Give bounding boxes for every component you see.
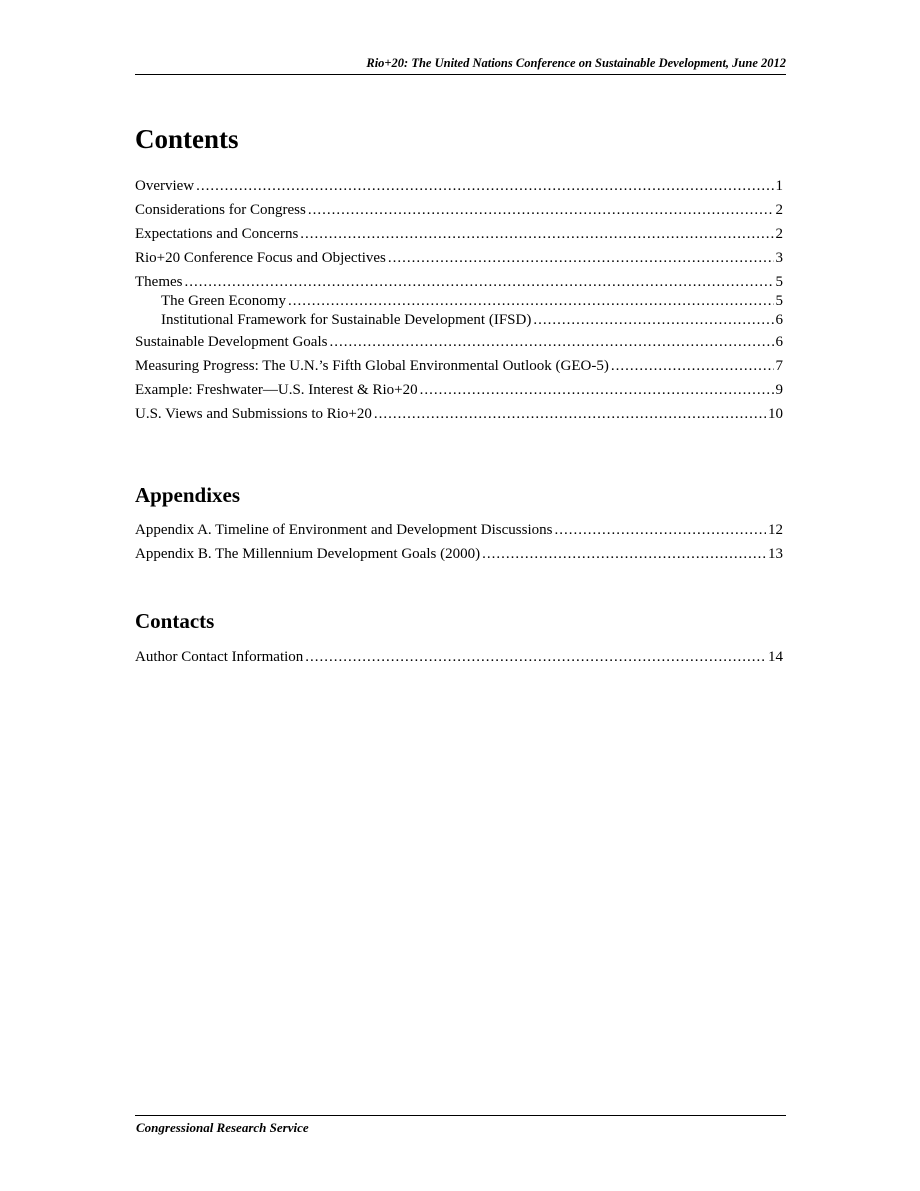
toc-dot-leader [329,333,773,352]
running-header: Rio+20: The United Nations Conference on Sustainable Development, June 2012 [135,56,786,75]
toc-dot-leader [388,249,774,268]
toc-entry-geo5[interactable] [135,357,783,376]
toc-dot-leader [288,292,774,311]
toc-dot-leader [305,648,766,667]
appendixes-heading: Appendixes [135,483,241,507]
contents-heading: Contents [135,124,239,154]
toc-entry-title: Expectations and Concerns [135,226,299,242]
toc-entry-page: 5 [775,274,783,290]
toc-entry-title: Themes [135,274,183,290]
toc-dot-leader [196,177,773,196]
toc-entry-focus-objectives[interactable] [135,249,783,268]
toc-entry-page: 13 [768,546,783,562]
toc-entry-title: Author Contact Information [135,649,304,665]
toc-entry-considerations[interactable] [135,201,783,220]
toc-entry-expectations[interactable] [135,225,783,244]
toc-dot-leader [554,521,766,540]
toc-entry-title: Considerations for Congress [135,202,306,218]
toc-entry-freshwater[interactable] [135,381,783,400]
toc-dot-leader [420,381,774,400]
toc-entry-appendix-b[interactable] [135,545,783,564]
toc-entry-overview[interactable] [135,177,783,196]
toc-entry-ifsd[interactable] [135,311,783,330]
contacts-heading: Contacts [135,609,215,633]
toc-entry-themes[interactable] [135,273,783,292]
toc-dot-leader [482,545,766,564]
toc-entry-title: Appendix A. Timeline of Environment and Development Discussions [135,522,553,538]
toc-entry-page: 14 [768,649,783,665]
toc-dot-leader [533,311,773,330]
toc-entry-page: 10 [768,406,783,422]
toc-entry-title: Measuring Progress: The U.N.’s Fifth Global Environmental Outlook (GEO-5) [135,358,609,374]
toc-entry-green-economy[interactable] [135,292,783,311]
toc-entry-title: Appendix B. The Millennium Development Goals (2000) [135,546,481,562]
toc-entry-author-contact[interactable] [135,648,783,667]
toc-entry-title: Overview [135,178,195,194]
toc-entry-title: Rio+20 Conference Focus and Objectives [135,250,386,266]
toc-entry-page: 5 [775,293,783,309]
toc-dot-leader [300,225,773,244]
toc-entry-page: 9 [775,382,783,398]
toc-dot-leader [308,201,774,220]
toc-entry-sdgs[interactable] [135,333,783,352]
toc-entry-page: 3 [775,250,783,266]
toc-dot-leader [374,405,766,424]
toc-entry-page: 7 [775,358,783,374]
toc-entry-title: Institutional Framework for Sustainable Development (IFSD) [161,312,532,328]
toc-entry-title: Example: Freshwater—U.S. Interest & Rio+20 [135,382,418,398]
contacts-list [135,648,783,672]
contents-list [135,177,783,429]
toc-dot-leader [184,273,773,292]
toc-entry-title: U.S. Views and Submissions to Rio+20 [135,406,372,422]
toc-entry-page: 2 [775,202,783,218]
footer-divider [135,1115,786,1116]
toc-entry-appendix-a[interactable] [135,521,783,540]
running-footer: Congressional Research Service [136,1120,309,1135]
toc-entry-title: Sustainable Development Goals [135,334,328,350]
toc-entry-page: 6 [775,334,783,350]
toc-entry-page: 1 [775,178,783,194]
toc-entry-title: The Green Economy [161,293,286,309]
toc-entry-page: 12 [768,522,783,538]
toc-dot-leader [611,357,774,376]
appendixes-list [135,521,783,569]
toc-entry-page: 2 [775,226,783,242]
toc-entry-us-views[interactable] [135,405,783,424]
toc-entry-page: 6 [775,312,783,328]
